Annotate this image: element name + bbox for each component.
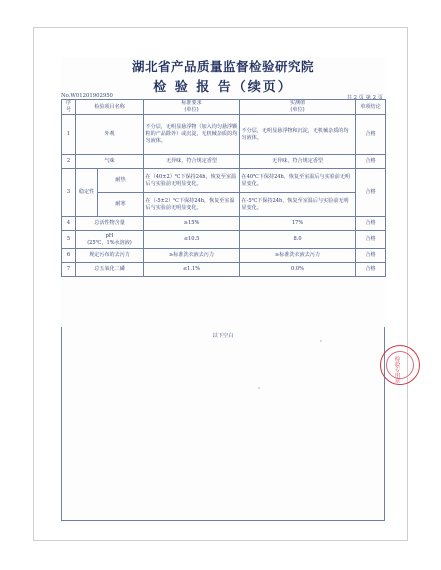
cell-measured: 8.0 [240,231,356,249]
institute-name: 湖北省产品质量监督检验研究院 [131,59,314,74]
cell-no: 6 [62,249,76,263]
cell-measured: 在40℃下保持24h，恢复至室温后与实验前无明显变化。 [240,169,356,193]
cell-conclusion: 合格 [356,217,386,231]
scan-speck [320,340,322,342]
cell-no: 2 [62,155,76,169]
cell-item: 总五氧化二磷 [76,263,144,277]
cell-no: 5 [62,231,76,249]
table-row [62,249,386,263]
header-requirement: 标准要求 (单位) [144,100,240,115]
cell-conclusion: 合格 [356,249,386,263]
cell-measured: 0.0% [240,263,356,277]
cell-measured: 17% [240,217,356,231]
table-header-row [62,100,386,115]
inspection-table [61,99,386,277]
report-number: No.W01201902950 [61,93,113,99]
report-title: 检 验 报 告（续页） [153,80,293,95]
cell-subitem: 耐寒 [98,193,144,217]
table-row [62,217,386,231]
cell-requirement: 无异味，符合规定香型 [144,155,240,169]
cell-conclusion: 合格 [356,263,386,277]
table-row [62,115,386,155]
cell-no: 1 [62,115,76,155]
cell-conclusion: 合格 [356,155,386,169]
end-of-content-note: 以下空白 [212,333,234,339]
cell-conclusion: 合格 [356,115,386,155]
table-row [62,193,386,217]
table-row [62,231,386,249]
cell-requirement: ≥15% [144,217,240,231]
cell-no: 3 [62,169,76,217]
cell-requirement: ≤1.1% [144,263,240,277]
cell-item: 外观 [76,115,144,155]
header-conclusion: 单项结论 [356,100,386,115]
seal-inner-ring [386,351,414,379]
cell-item: 总活性物含量 [76,217,144,231]
cell-requirement: ≥标准洗衣液去污力 [144,249,240,263]
page-indicator: 共 2 页 第 2 页 [346,95,383,101]
table-row [62,169,386,193]
cell-requirement: ≤10.5 [144,231,240,249]
header-measured: 实测值 (单位) [240,100,356,115]
cell-measured: ≥标准洗衣液去污力 [240,249,356,263]
report-document [61,57,385,522]
cell-requirement: 在（40±2）℃下保持24h，恢复至室温后与实验前无明显变化。 [144,169,240,193]
cell-no: 4 [62,217,76,231]
cell-item: 气味 [76,155,144,169]
cell-no: 7 [62,263,76,277]
header-no: 序号 [62,100,76,115]
cell-item: 稳定性 [76,169,98,217]
cell-measured: 无异味，符合规定香型 [240,155,356,169]
inspection-seal-stamp [380,345,420,385]
cell-measured: 在-5℃下保持24h，恢复至室温后与实验前无明显变化。 [240,193,356,217]
cell-subitem: 耐热 [98,169,144,193]
table-row [62,263,386,277]
cell-conclusion: 合格 [356,169,386,217]
table-row [62,155,386,169]
seal-text: 检验专用章 [393,356,400,384]
cell-requirement: 在（-5±2）℃下保持24h，恢复至室温后与实验前无明显变化。 [144,193,240,217]
cell-requirement: 不分层，无明显悬浮物（加入均匀悬浮颗粒的产品除外）或沉淀，无机械杂质的均匀液体。 [144,115,240,155]
scan-speck [258,387,260,389]
header-item: 检验项目名称 [76,100,144,115]
cell-measured: 不分层，无明显悬浮物和沉淀，无机械杂质的均匀液体。 [240,115,356,155]
cell-item: pH (25℃，1%水溶液) [76,231,144,249]
blank-area [61,327,385,521]
cell-item: 规定污布的去污力 [76,249,144,263]
cell-conclusion: 合格 [356,231,386,249]
